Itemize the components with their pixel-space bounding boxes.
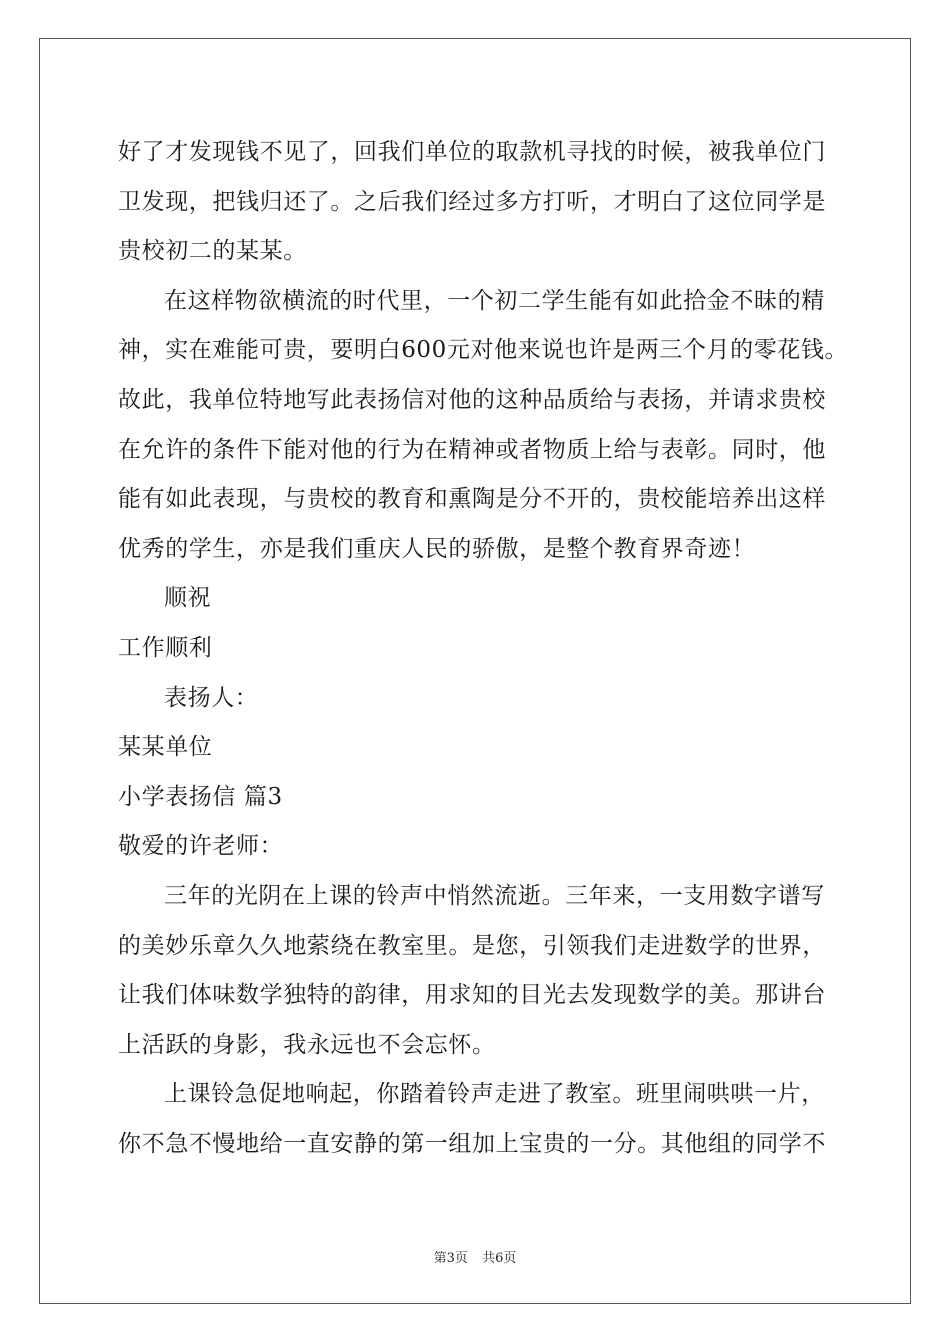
text-line-19: 上活跃的身影，我永远也不会忘怀。 [118,1031,496,1058]
salutation: 敬爱的许老师： [118,833,284,860]
closing-wish: 顺祝 [164,585,212,612]
document-body [118,128,849,1169]
text-line-8: 能有如此表现，与贵校的教育和熏陶是分不开的，贵校能培养出这样 [118,486,826,513]
text-line-20: 上课铃急促地响起，你踏着铃声走进了教室。班里闹哄哄一片， [164,1081,825,1108]
closing-wish-line-2: 工作顺利 [118,634,213,661]
text-line-3: 贵校初二的某某。 [118,238,307,265]
text-line-4: 在这样物欲横流的时代里，一个初二学生能有如此拾金不昧的精 [164,287,825,314]
text-line-16: 三年的光阴在上课的铃声中悄然流逝。三年来，一支用数字谱写 [164,882,825,909]
page-number: 第3页 [433,1251,468,1266]
text-line-17: 的美妙乐章久久地萦绕在教室里。是您，引领我们走进数学的世界， [118,932,826,959]
signature-label: 表扬人： [164,684,259,711]
text-line-18: 让我们体味数学独特的韵律，用求知的目光去发现数学的美。那讲台 [118,982,826,1009]
text-line-1: 好了才发现钱不见了，回我们单位的取款机寻找的时候，被我单位门 [118,139,826,165]
text-line-2: 卫发现，把钱归还了。之后我们经过多方打听，才明白了这位同学是 [118,188,826,215]
text-line-9: 优秀的学生，亦是我们重庆人民的骄傲，是整个教育界奇迹！ [118,535,756,562]
text-line-7: 在允许的条件下能对他的行为在精神或者物质上给与表彰。同时，他 [118,436,826,463]
page-total: 共6页 [482,1251,517,1266]
signature-unit: 某某单位 [118,734,213,761]
text-line-21: 你不急不慢地给一直安静的第一组加上宝贵的一分。其他组的同学不 [118,1130,826,1157]
text-line-5: 神，实在难能可贵，要明白600元对他来说也许是两三个月的零花钱。 [118,337,849,364]
section-title: 小学表扬信 篇3 [118,783,283,810]
page-footer [0,1247,950,1266]
text-line-6: 故此，我单位特地写此表扬信对他的这种品质给与表扬，并请求贵校 [118,386,826,413]
